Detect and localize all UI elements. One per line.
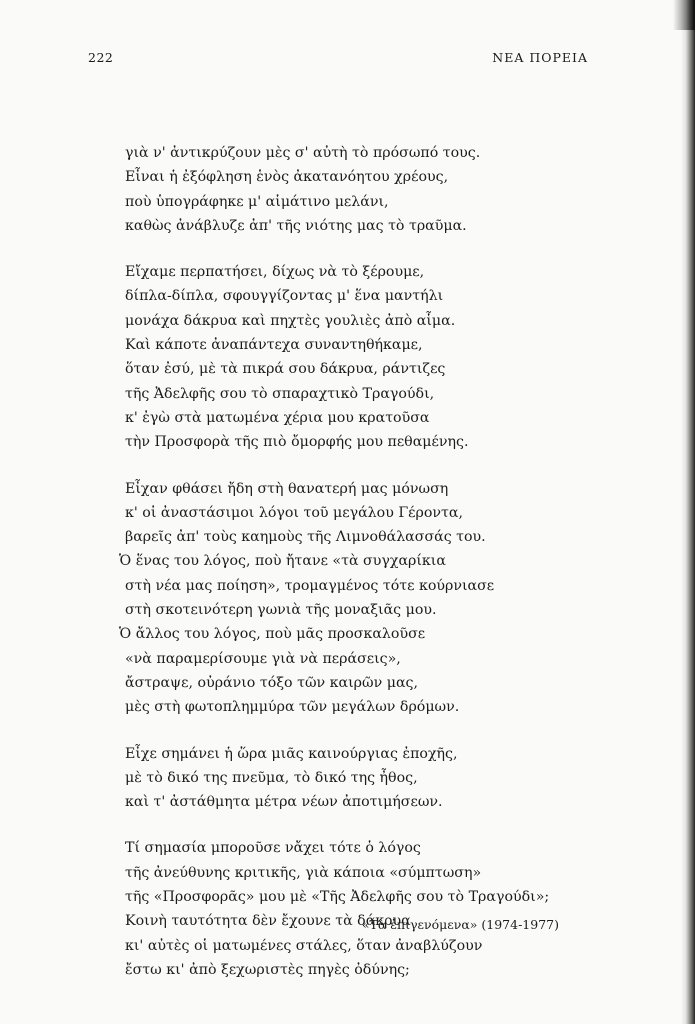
page-number: 222 [88,50,114,65]
poem-line: Ὁ ἄλλος του λόγος, ποὺ μᾶς προσκαλοῦσε [119,626,426,643]
poem-line: ποὺ ὑπογράφηκε μ' αἱμάτινο μελάνι, [125,193,389,210]
poem-line: βαρεῖς ἀπ' τοὺς καημοὺς τῆς Λιμνοθάλασσάς του. [125,529,486,546]
page-corner-shadow [673,0,695,30]
poem-line: τὴν Προσφορὰ τῆς πιὸ ὄμορφής μου πεθαμένης. [125,434,469,451]
poem-line: μὲς στὴ φωτοπλημμύρα τῶν μεγάλων δρόμων. [125,699,460,716]
poem-line: ὅταν ἐσύ, μὲ τὰ πικρά σου δάκρυα, ράντιζες [125,361,446,378]
poem-line: στὴ σκοτεινότερη γωνιὰ τῆς μοναξιᾶς μου. [125,602,437,619]
poem-line: τῆς «Προσφορᾶς» μου μὲ «Τῆς Ἀδελφῆς σου τὸ Τραγούδι»; [125,889,550,906]
stanza [125,742,595,815]
poem [119,141,595,1004]
poem-source: «Τὰ ἐπιγενόμενα» (1974-1977) [361,917,559,932]
poem-line: Εἶναι ἡ ἐξόφληση ἑνὸς ἀκατανόητου χρέους, [125,169,449,186]
poem-line: κ' ἐγὼ στὰ ματωμένα χέρια μου κρατοῦσα [125,409,430,426]
stanza [125,260,595,454]
poem-line: τῆς Ἀδελφῆς σου τὸ σπαραχτικὸ Τραγούδι, [125,385,435,402]
running-head: ΝΕΑ ΠΟΡΕΙΑ [492,50,588,65]
poem-line: δίπλα-δίπλα, σφουγγίζοντας μ' ἕνα μαντήλι [125,288,444,305]
poem-line: τῆς ἀνεύθυνης κριτικῆς, γιὰ κάποια «σύμπτωση» [125,864,482,881]
stanza [125,141,595,238]
poem-line: «νὰ παραμερίσουμε γιὰ νὰ περάσεις», [125,650,401,667]
poem-line: κ' οἱ ἀναστάσιμοι λόγοι τοῦ μεγάλου Γέροντα, [125,504,463,521]
poem-line: μὲ τὸ δικό της πνεῦμα, τὸ δικό της ἦθος, [125,769,418,786]
poem-line: Ὁ ἕνας του λόγος, ποὺ ἤτανε «τὰ συγχαρίκια [119,553,446,570]
stanza [125,836,595,982]
poem-line: στὴ νέα μας ποίηση», τρομαγμένος τότε κούρνιασε [125,577,495,594]
poem-line: Εἴχαμε περπατήσει, δίχως νὰ τὸ ξέρουμε, [125,264,425,281]
poem-line: Εἶχε σημάνει ἡ ὥρα μιᾶς καινούργιας ἐποχῆς, [125,745,458,762]
poem-line: Εἶχαν φθάσει ἤδη στὴ θανατερή μας μόνωση [125,480,449,497]
poem-line: ἔστω κι' ἀπὸ ξεχωριστὲς πηγὲς ὀδύνης; [125,961,410,978]
poem-line: καὶ τ' ἀστάθμητα μέτρα νέων ἀποτιμήσεων. [125,794,443,811]
poem-line: ἄστραψε, οὐράνιο τόξο τῶν καιρῶν μας, [125,674,418,691]
poem-line: Κοινὴ ταυτότητα δὲν ἔχουνε τὰ δάκρυα [125,913,411,930]
poem-line: γιὰ ν' ἀντικρύζουν μὲς σ' αὐτὴ τὸ πρόσωπό τους. [125,145,481,161]
poem-line: Καὶ κάποτε ἀναπάντεχα συναντηθήκαμε, [125,337,423,354]
poem-line: μονάχα δάκρυα καὶ πηχτὲς γουλιὲς ἀπὸ αἷμα. [125,312,456,329]
poem-line: Τί σημασία μποροῦσε νἄχει τότε ὁ λόγος [125,840,421,857]
poem-line: καθὼς ἀνάβλυζε ἀπ' τῆς νιότης μας τὸ τραῦμα. [125,217,467,234]
page-edge-shadow [681,0,695,1024]
poem-line: κι' αὐτὲς οἱ ματωμένες στάλες, ὅταν ἀναβλύζουν [125,937,483,954]
stanza [119,477,595,720]
